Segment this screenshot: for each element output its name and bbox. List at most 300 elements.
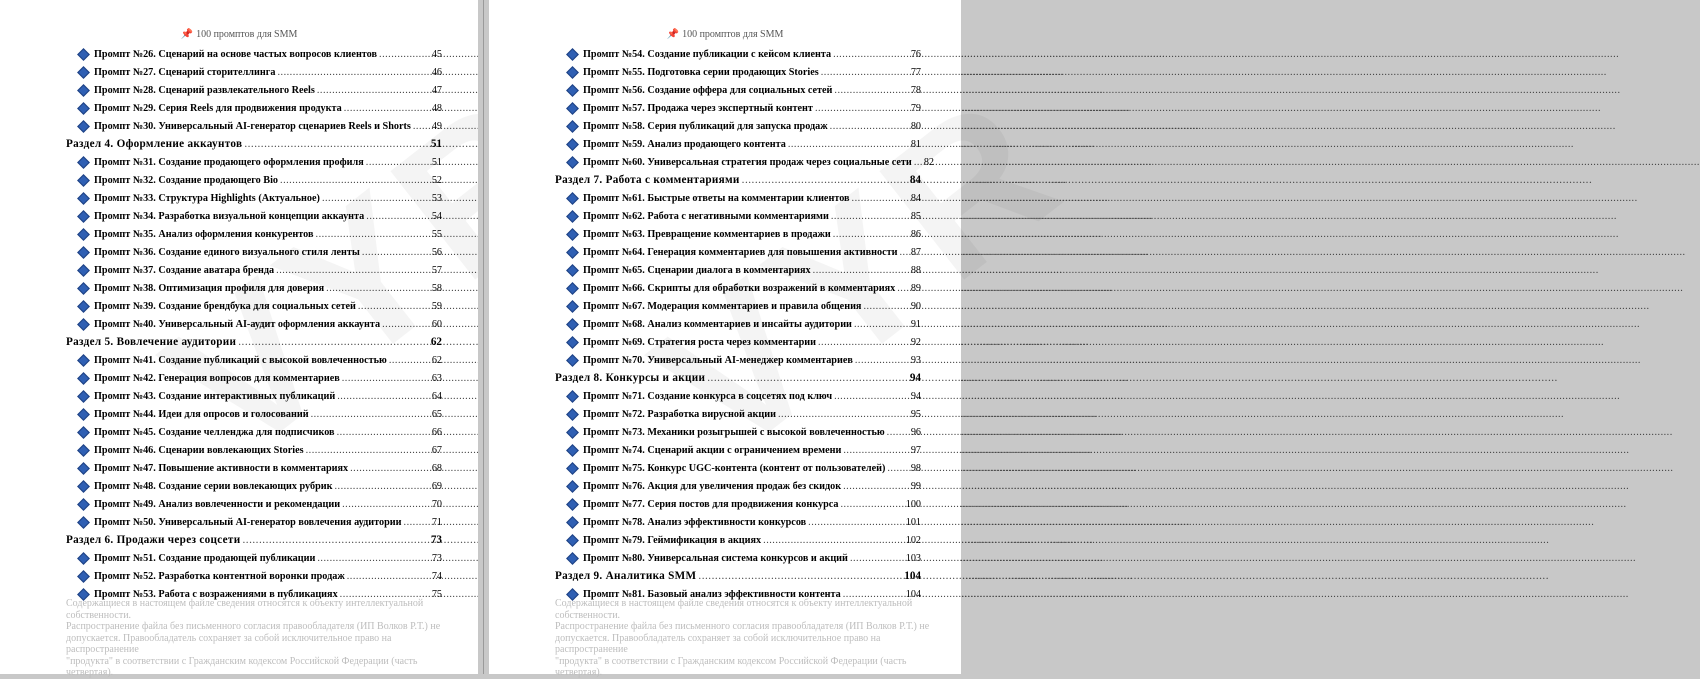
- diamond-bullet-icon: [566, 354, 579, 367]
- toc-page-number: 104: [905, 588, 921, 600]
- diamond-bullet-icon: [566, 228, 579, 241]
- toc-page-number: 96: [910, 426, 921, 438]
- toc-entry[interactable]: [66, 351, 442, 369]
- toc-entry[interactable]: [66, 387, 442, 405]
- toc-title: Раздел 8. Конкурсы и акции: [555, 372, 706, 384]
- toc-entry[interactable]: [555, 477, 921, 495]
- diamond-bullet-icon: [77, 120, 90, 133]
- toc-entry[interactable]: [555, 81, 921, 99]
- diamond-bullet-icon: [77, 210, 90, 223]
- toc-title: Промпт №64. Генерация комментариев для повышения активности: [583, 246, 898, 258]
- toc-title: Промпт №30. Универсальный AI-генератор сценариев Reels и Shorts: [94, 120, 411, 132]
- diamond-bullet-icon: [566, 246, 579, 259]
- dot-leader: [242, 534, 428, 546]
- toc-title: Промпт №76. Акция для увеличения продаж без скидок: [583, 480, 842, 492]
- toc-title: Промпт №29. Серия Reels для продвижения продукта: [94, 102, 342, 114]
- toc-title: Промпт №68. Анализ комментариев и инсайты аудитории: [583, 318, 852, 330]
- toc-entry[interactable]: [66, 207, 442, 225]
- diamond-bullet-icon: [77, 102, 90, 115]
- toc-entry[interactable]: [555, 261, 921, 279]
- toc-title: Промпт №62. Работа с негативными комментариями: [583, 210, 829, 222]
- dot-leader: [317, 553, 429, 564]
- toc-entry[interactable]: [555, 63, 921, 81]
- toc-page-number: 89: [910, 282, 921, 294]
- toc-entry[interactable]: [66, 513, 442, 531]
- toc-title: Промпт №77. Серия постов для продвижения конкурса: [583, 498, 839, 510]
- dot-leader: [277, 67, 429, 78]
- toc-page-number: 49: [431, 120, 442, 132]
- toc-entry[interactable]: [555, 459, 921, 477]
- toc-section-heading[interactable]: [555, 567, 921, 585]
- toc-page-number: 53: [431, 192, 442, 204]
- dot-leader: [778, 409, 909, 420]
- toc-page-number: 62: [430, 336, 442, 348]
- toc-entry[interactable]: [66, 171, 442, 189]
- dot-leader: [914, 157, 922, 168]
- dot-leader: [238, 336, 429, 348]
- diamond-bullet-icon: [77, 48, 90, 61]
- toc-entry[interactable]: [555, 135, 921, 153]
- diamond-bullet-icon: [77, 156, 90, 169]
- toc-title: Промпт №80. Универсальная система конкурсов и акций: [583, 552, 848, 564]
- toc-title: Промпт №73. Механики розыгрышей с высокой вовлеченностью: [583, 426, 885, 438]
- toc-page-number: 101: [905, 516, 921, 528]
- toc-page-number: 65: [431, 408, 442, 420]
- diamond-bullet-icon: [566, 192, 579, 205]
- dot-leader: [316, 229, 430, 240]
- toc-title: Промпт №65. Сценарии диалога в комментариях: [583, 264, 811, 276]
- toc-entry[interactable]: [66, 405, 442, 423]
- dot-leader: [311, 409, 430, 420]
- toc-title: Промпт №79. Геймификация в акциях: [583, 534, 762, 546]
- toc-title: Промпт №59. Анализ продающего контента: [583, 138, 786, 150]
- toc-page-number: 70: [431, 498, 442, 510]
- toc-title: Промпт №52. Разработка контентной воронки продаж: [94, 570, 345, 582]
- dot-leader: [887, 427, 909, 438]
- toc-title: Промпт №28. Сценарий развлекательного Reels: [94, 84, 315, 96]
- toc-page-number: 73: [430, 534, 442, 546]
- toc-entry[interactable]: [555, 405, 921, 423]
- toc-title: Промпт №39. Создание брендбука для социальных сетей: [94, 300, 356, 312]
- copyright-line: "продукта" в соответствии с Гражданским кодексом Российской Федерации (часть четвертая).: [66, 655, 418, 678]
- dot-leader: [306, 445, 430, 456]
- toc-page-number: 84: [910, 192, 921, 204]
- dot-leader: [366, 211, 430, 222]
- diamond-bullet-icon: [566, 210, 579, 223]
- toc-page-number: 46: [431, 66, 442, 78]
- toc-entry[interactable]: [66, 369, 442, 387]
- toc-title: Промпт №53. Работа с возражениями в публикациях: [94, 588, 338, 600]
- toc-title: Промпт №61. Быстрые ответы на комментарии клиентов: [583, 192, 850, 204]
- toc-page-number: 59: [431, 300, 442, 312]
- toc-title: Промпт №71. Создание конкурса в соцсетях под ключ: [583, 390, 833, 402]
- toc-title: Промпт №47. Повышение активности в комментариях: [94, 462, 349, 474]
- toc-page-number: 63: [431, 372, 442, 384]
- toc-page-number: 54: [431, 210, 442, 222]
- diamond-bullet-icon: [566, 426, 579, 439]
- diamond-bullet-icon: [566, 156, 579, 169]
- dot-leader: [850, 553, 904, 564]
- toc-page-number: 91: [910, 318, 921, 330]
- toc-title: Раздел 5. Вовлечение аудитории: [66, 336, 237, 348]
- toc-page-number: 90: [910, 300, 921, 312]
- toc-entry[interactable]: [66, 243, 442, 261]
- table-of-contents: [555, 45, 934, 603]
- diamond-bullet-icon: [566, 534, 579, 547]
- toc-entry[interactable]: [555, 189, 921, 207]
- toc-page-number: 73: [431, 552, 442, 564]
- toc-section-heading[interactable]: [555, 369, 921, 387]
- diamond-bullet-icon: [77, 408, 90, 421]
- diamond-bullet-icon: [566, 480, 579, 493]
- toc-page-number: 55: [431, 228, 442, 240]
- dot-leader: [855, 355, 909, 366]
- toc-entry[interactable]: [555, 495, 921, 513]
- toc-page-number: 58: [431, 282, 442, 294]
- toc-section-heading[interactable]: [66, 333, 442, 351]
- toc-page-number: 45: [431, 48, 442, 60]
- dot-leader: [244, 138, 429, 150]
- toc-title: Промпт №55. Подготовка серии продающих Stories: [583, 66, 819, 78]
- dot-leader: [344, 103, 430, 114]
- dot-leader: [815, 103, 909, 114]
- toc-title: Раздел 6. Продажи через соцсети: [66, 534, 241, 546]
- dot-leader: [389, 355, 430, 366]
- toc-entry[interactable]: [66, 423, 442, 441]
- diamond-bullet-icon: [77, 192, 90, 205]
- copyright-line: допускается. Правообладатель сохраняет за собой исключительное право на распространение: [555, 632, 881, 655]
- toc-page-number: 95: [910, 408, 921, 420]
- copyright-line: Содержащиеся в настоящем файле сведения относятся к объекту интеллектуальной собственности.: [555, 598, 913, 621]
- diamond-bullet-icon: [566, 84, 579, 97]
- toc-page-number: 79: [910, 102, 921, 114]
- toc-title: Промпт №57. Продажа через экспертный контент: [583, 102, 813, 114]
- toc-title: Промпт №67. Модерация комментариев и правила общения: [583, 300, 862, 312]
- toc-title: Промпт №35. Анализ оформления конкурентов: [94, 228, 314, 240]
- toc-page-number: 87: [910, 246, 921, 258]
- toc-page-number: 102: [905, 534, 921, 546]
- diamond-bullet-icon: [566, 66, 579, 79]
- dot-leader: [834, 85, 908, 96]
- toc-page-number: 81: [910, 138, 921, 150]
- dot-leader: [863, 301, 908, 312]
- dot-leader: [821, 67, 909, 78]
- toc-title: Промпт №50. Универсальный AI-генератор вовлечения аудитории: [94, 516, 402, 528]
- diamond-bullet-icon: [77, 444, 90, 457]
- diamond-bullet-icon: [77, 246, 90, 259]
- toc-entry[interactable]: [555, 513, 921, 531]
- toc-title: Промпт №63. Превращение комментариев в продажи: [583, 228, 831, 240]
- toc-page-number: 68: [431, 462, 442, 474]
- dot-leader: [698, 570, 902, 582]
- toc-entry[interactable]: [66, 63, 442, 81]
- copyright-notice: [66, 598, 446, 679]
- toc-page-number: 71: [431, 516, 442, 528]
- dot-leader: [833, 49, 909, 60]
- dot-leader: [334, 481, 429, 492]
- copyright-line: Распространение файла без письменного согласия правообладателя (ИП Волков Р.Т.) не: [66, 621, 441, 632]
- document-page-left: [0, 0, 478, 678]
- dot-leader: [362, 247, 430, 258]
- toc-entry[interactable]: [555, 549, 921, 567]
- toc-entry[interactable]: [555, 351, 921, 369]
- toc-section-heading[interactable]: [66, 531, 442, 549]
- diamond-bullet-icon: [566, 444, 579, 457]
- toc-page-number: 100: [905, 498, 921, 510]
- toc-title: Промпт №45. Создание челленджа для подписчиков: [94, 426, 335, 438]
- dot-leader: [358, 301, 430, 312]
- toc-entry[interactable]: [66, 261, 442, 279]
- toc-page-number: 78: [910, 84, 921, 96]
- toc-entry[interactable]: [66, 495, 442, 513]
- dot-leader: [834, 391, 909, 402]
- dot-leader: [337, 391, 430, 402]
- toc-entry[interactable]: [66, 81, 442, 99]
- toc-title: Раздел 7. Работа с комментариями: [555, 174, 740, 186]
- diamond-bullet-icon: [77, 552, 90, 565]
- pin-icon: 📌: [666, 29, 680, 40]
- diamond-bullet-icon: [566, 390, 579, 403]
- header-title: 100 промптов для SMM: [196, 29, 298, 40]
- copyright-line: Содержащиеся в настоящем файле сведения относятся к объекту интеллектуальной собственности.: [66, 598, 424, 621]
- dot-leader: [788, 139, 909, 150]
- dot-leader: [843, 481, 909, 492]
- toc-title: Промпт №37. Создание аватара бренда: [94, 264, 275, 276]
- toc-page-number: 103: [905, 552, 921, 564]
- toc-page-number: 74: [431, 570, 442, 582]
- toc-page-number: 93: [910, 354, 921, 366]
- dot-leader: [852, 193, 909, 204]
- dot-leader: [280, 175, 430, 186]
- diamond-bullet-icon: [77, 174, 90, 187]
- toc-title: Промпт №43. Создание интерактивных публикаций: [94, 390, 336, 402]
- toc-entry[interactable]: [555, 423, 921, 441]
- diamond-bullet-icon: [566, 408, 579, 421]
- toc-page-number: 51: [431, 156, 442, 168]
- toc-entry[interactable]: [66, 297, 442, 315]
- toc-title: Промпт №38. Оптимизация профиля для доверия: [94, 282, 325, 294]
- dot-leader: [813, 265, 909, 276]
- dot-leader: [322, 193, 430, 204]
- copyright-notice: [555, 598, 935, 679]
- diamond-bullet-icon: [77, 84, 90, 97]
- toc-entry[interactable]: [66, 99, 442, 117]
- copyright-line: допускается. Правообладатель сохраняет за собой исключительное право на распространение: [66, 632, 392, 655]
- toc-entry[interactable]: [555, 297, 921, 315]
- diamond-bullet-icon: [566, 498, 579, 511]
- toc-title: Раздел 9. Аналитика SMM: [555, 570, 697, 582]
- dot-leader: [413, 121, 430, 132]
- dot-leader: [404, 517, 430, 528]
- toc-entry[interactable]: [555, 225, 921, 243]
- diamond-bullet-icon: [566, 282, 579, 295]
- toc-page-number: 88: [910, 264, 921, 276]
- copyright-line: Распространение файла без письменного согласия правообладателя (ИП Волков Р.Т.) не: [555, 621, 930, 632]
- toc-entry[interactable]: [66, 189, 442, 207]
- toc-page-number: 60: [431, 318, 442, 330]
- toc-entry[interactable]: [555, 387, 921, 405]
- diamond-bullet-icon: [77, 570, 90, 583]
- dot-leader: [382, 319, 430, 330]
- toc-entry[interactable]: [66, 45, 442, 63]
- dot-leader: [900, 247, 909, 258]
- toc-entry[interactable]: [66, 549, 442, 567]
- toc-entry[interactable]: [555, 99, 921, 117]
- toc-entry[interactable]: [66, 153, 442, 171]
- toc-entry[interactable]: [555, 45, 921, 63]
- diamond-bullet-icon: [566, 462, 579, 475]
- dot-leader: [897, 283, 909, 294]
- toc-title: Промпт №41. Создание публикаций с высокой вовлеченностью: [94, 354, 387, 366]
- diamond-bullet-icon: [566, 138, 579, 151]
- toc-title: Раздел 4. Оформление аккаунтов: [66, 138, 243, 150]
- toc-title: Промпт №44. Идеи для опросов и голосований: [94, 408, 309, 420]
- toc-title: Промпт №32. Создание продающего Bio: [94, 174, 279, 186]
- diamond-bullet-icon: [566, 516, 579, 529]
- dot-leader: [379, 49, 430, 60]
- toc-page-number: 56: [431, 246, 442, 258]
- toc-entry[interactable]: [555, 315, 921, 333]
- toc-page-number: 85: [910, 210, 921, 222]
- toc-page-number: 69: [431, 480, 442, 492]
- toc-page-number: 47: [431, 84, 442, 96]
- toc-entry[interactable]: [555, 441, 921, 459]
- diamond-bullet-icon: [77, 300, 90, 313]
- dot-leader: [808, 517, 904, 528]
- toc-entry[interactable]: [555, 531, 921, 549]
- toc-title: Промпт №56. Создание оффера для социальных сетей: [583, 84, 833, 96]
- diamond-bullet-icon: [566, 552, 579, 565]
- toc-entry[interactable]: [66, 279, 442, 297]
- toc-title: Промпт №75. Конкурс UGC-контента (контент от пользователей): [583, 462, 886, 474]
- dot-leader: [887, 463, 908, 474]
- toc-page-number: 84: [909, 174, 921, 186]
- toc-title: Промпт №69. Стратегия роста через комментарии: [583, 336, 816, 348]
- toc-page-number: 97: [910, 444, 921, 456]
- toc-title: Промпт №26. Сценарий на основе частых вопросов клиентов: [94, 48, 378, 60]
- diamond-bullet-icon: [77, 426, 90, 439]
- toc-title: Промпт №48. Создание серии вовлекающих рубрик: [94, 480, 333, 492]
- toc-title: Промпт №34. Разработка визуальной концепции аккаунта: [94, 210, 365, 222]
- toc-title: Промпт №51. Создание продающей публикации: [94, 552, 316, 564]
- diamond-bullet-icon: [566, 48, 579, 61]
- pin-icon: 📌: [180, 29, 194, 40]
- toc-entry[interactable]: [66, 567, 442, 585]
- toc-title: Промпт №31. Создание продающего оформления профиля: [94, 156, 364, 168]
- toc-page-number: 99: [910, 480, 921, 492]
- diamond-bullet-icon: [566, 102, 579, 115]
- toc-title: Промпт №78. Анализ эффективности конкурсов: [583, 516, 807, 528]
- dot-leader: [276, 265, 430, 276]
- toc-entry[interactable]: [66, 441, 442, 459]
- toc-title: Промпт №58. Серия публикаций для запуска продаж: [583, 120, 828, 132]
- toc-title: Промпт №36. Создание единого визуального стиля ленты: [94, 246, 360, 258]
- toc-page-number: 94: [909, 372, 921, 384]
- diamond-bullet-icon: [77, 228, 90, 241]
- dot-leader: [831, 211, 909, 222]
- toc-title: Промпт №66. Скрипты для обработки возражений в комментариях: [583, 282, 896, 294]
- toc-page-number: 57: [431, 264, 442, 276]
- toc-title: Промпт №46. Сценарии вовлекающих Stories: [94, 444, 304, 456]
- toc-entry[interactable]: [555, 153, 934, 171]
- toc-title: Промпт №70. Универсальный AI-менеджер комментариев: [583, 354, 853, 366]
- toc-page-number: 51: [430, 138, 442, 150]
- diamond-bullet-icon: [77, 66, 90, 79]
- toc-entry[interactable]: [66, 315, 442, 333]
- dot-leader: [342, 499, 430, 510]
- toc-page-number: 62: [431, 354, 442, 366]
- toc-page-number: 80: [910, 120, 921, 132]
- running-header: [489, 29, 961, 40]
- toc-entry[interactable]: [555, 243, 921, 261]
- toc-section-heading[interactable]: [555, 171, 921, 189]
- toc-page-number: 67: [431, 444, 442, 456]
- dot-leader: [347, 571, 430, 582]
- toc-title: Промпт №60. Универсальная стратегия продаж через социальные сети: [583, 156, 912, 168]
- diamond-bullet-icon: [77, 264, 90, 277]
- toc-entry[interactable]: [555, 279, 921, 297]
- toc-title: Промпт №27. Сценарий сторителлинга: [94, 66, 276, 78]
- dot-leader: [707, 372, 908, 384]
- copyright-line: "продукта" в соответствии с Гражданским кодексом Российской Федерации (часть четвертая).: [555, 655, 907, 678]
- toc-title: Промпт №72. Разработка вирусной акции: [583, 408, 776, 420]
- dot-leader: [830, 121, 909, 132]
- header-title: 100 промптов для SMM: [682, 29, 784, 40]
- toc-entry[interactable]: [555, 117, 921, 135]
- toc-page-number: 92: [910, 336, 921, 348]
- dot-leader: [337, 427, 430, 438]
- toc-entry[interactable]: [66, 477, 442, 495]
- toc-page-number: 104: [904, 570, 921, 582]
- dot-leader: [342, 373, 430, 384]
- toc-page-number: 86: [910, 228, 921, 240]
- dot-leader: [854, 319, 909, 330]
- toc-page-number: 98: [910, 462, 921, 474]
- table-of-contents: [66, 45, 442, 603]
- toc-entry[interactable]: [66, 459, 442, 477]
- toc-page-number: 94: [910, 390, 921, 402]
- toc-page-number: 64: [431, 390, 442, 402]
- toc-section-heading[interactable]: [66, 135, 442, 153]
- running-header: [0, 29, 478, 40]
- diamond-bullet-icon: [566, 120, 579, 133]
- toc-entry[interactable]: [66, 225, 442, 243]
- toc-page-number: 48: [431, 102, 442, 114]
- dot-leader: [833, 229, 909, 240]
- toc-entry[interactable]: [555, 333, 921, 351]
- toc-page-number: 82: [923, 156, 934, 168]
- toc-entry[interactable]: [66, 117, 442, 135]
- diamond-bullet-icon: [77, 462, 90, 475]
- dot-leader: [326, 283, 430, 294]
- diamond-bullet-icon: [566, 300, 579, 313]
- dot-leader: [763, 535, 904, 546]
- toc-title: Промпт №49. Анализ вовлеченности и рекомендации: [94, 498, 341, 510]
- toc-title: Промпт №42. Генерация вопросов для комментариев: [94, 372, 340, 384]
- toc-title: Промпт №81. Базовый анализ эффективности контента: [583, 588, 841, 600]
- diamond-bullet-icon: [77, 498, 90, 511]
- diamond-bullet-icon: [77, 318, 90, 331]
- toc-entry[interactable]: [555, 207, 921, 225]
- dot-leader: [366, 157, 430, 168]
- toc-page-number: 66: [431, 426, 442, 438]
- toc-title: Промпт №74. Сценарий акции с ограничением времени: [583, 444, 842, 456]
- toc-title: Промпт №54. Создание публикации с кейсом клиента: [583, 48, 832, 60]
- diamond-bullet-icon: [566, 318, 579, 331]
- dot-leader: [742, 174, 908, 186]
- toc-title: Промпт №33. Структура Highlights (Актуальное): [94, 192, 320, 204]
- diamond-bullet-icon: [77, 390, 90, 403]
